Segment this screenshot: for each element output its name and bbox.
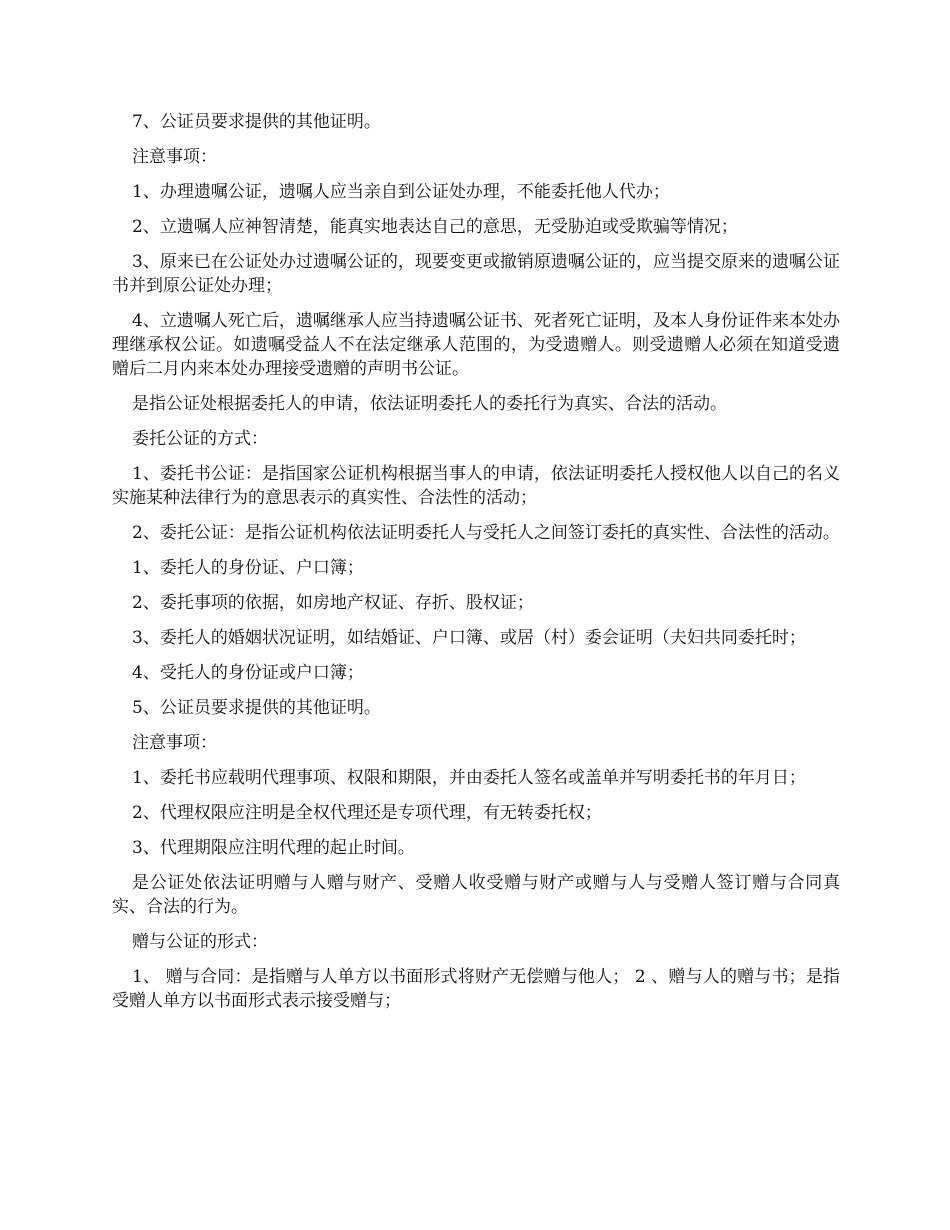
document-body: [112, 110, 840, 1024]
paragraph: 2、立遗嘱人应神智清楚，能真实地表达自己的意思，无受胁迫或受欺骗等情况；: [132, 217, 738, 237]
paragraph: 注意事项：: [132, 147, 217, 167]
paragraph: 1、委托人的身份证、户口簿；: [132, 558, 364, 578]
paragraph: 1、 赠与合同：是指赠与人单方以书面形式将财产无偿赠与他人； 2 、赠与人的赠与书；是指受赠人单方以书面形式表示接受赠与；: [112, 967, 840, 1011]
paragraph: 2、委托公证：是指公证机构依法证明委托人与受托人之间签订委托的真实性、合法性的活动。: [132, 523, 840, 543]
paragraph: 是指公证处根据委托人的申请，依法证明委托人的委托行为真实、合法的活动。: [132, 394, 727, 414]
paragraph: 1、委托书公证：是指国家公证机构根据当事人的申请，依法证明委托人授权他人以自己的名义实施某种法律行为的意思表示的真实性、合法性的活动；: [112, 464, 840, 508]
paragraph: 1、委托书应载明代理事项、权限和期限，并由委托人签名或盖单并写明委托书的年月日；: [132, 768, 806, 788]
paragraph: 2、委托事项的依据，如房地产权证、存折、股权证；: [132, 593, 534, 613]
paragraph: 3、委托人的婚姻状况证明，如结婚证、户口簿、或居（村）委会证明（夫妇共同委托时；: [132, 628, 806, 648]
paragraph: 是公证处依法证明赠与人赠与财产、受赠人收受赠与财产或赠与人与受赠人签订赠与合同真实、合法的行为。: [112, 873, 840, 917]
paragraph: 7、公证员要求提供的其他证明。: [132, 112, 381, 132]
paragraph: 注意事项：: [132, 733, 217, 753]
paragraph: 委托公证的方式：: [132, 429, 268, 449]
paragraph: 赠与公证的形式：: [132, 932, 268, 952]
paragraph: 3、代理期限应注明代理的起止时间。: [132, 838, 415, 858]
paragraph: 4、立遗嘱人死亡后，遗嘱继承人应当持遗嘱公证书、死者死亡证明，及本人身份证件来本处办理继承权公证。如遗嘱受益人不在法定继承人范围的，为受遗赠人。则受遗赠人必须在知道受遗赠后二月内来本处办理接受遗赠的声明书公证。: [112, 311, 840, 379]
paragraph: 5、公证员要求提供的其他证明。: [132, 698, 381, 718]
paragraph: 4、受托人的身份证或户口簿；: [132, 663, 364, 683]
paragraph: 3、原来已在公证处办过遗嘱公证的，现要变更或撤销原遗嘱公证的，应当提交原来的遗嘱公证书并到原公证处办理；: [112, 252, 840, 296]
paragraph: 1、办理遗嘱公证，遗嘱人应当亲自到公证处办理，不能委托他人代办；: [132, 182, 670, 202]
paragraph: 2、代理权限应注明是全权代理还是专项代理，有无转委托权；: [132, 803, 602, 823]
